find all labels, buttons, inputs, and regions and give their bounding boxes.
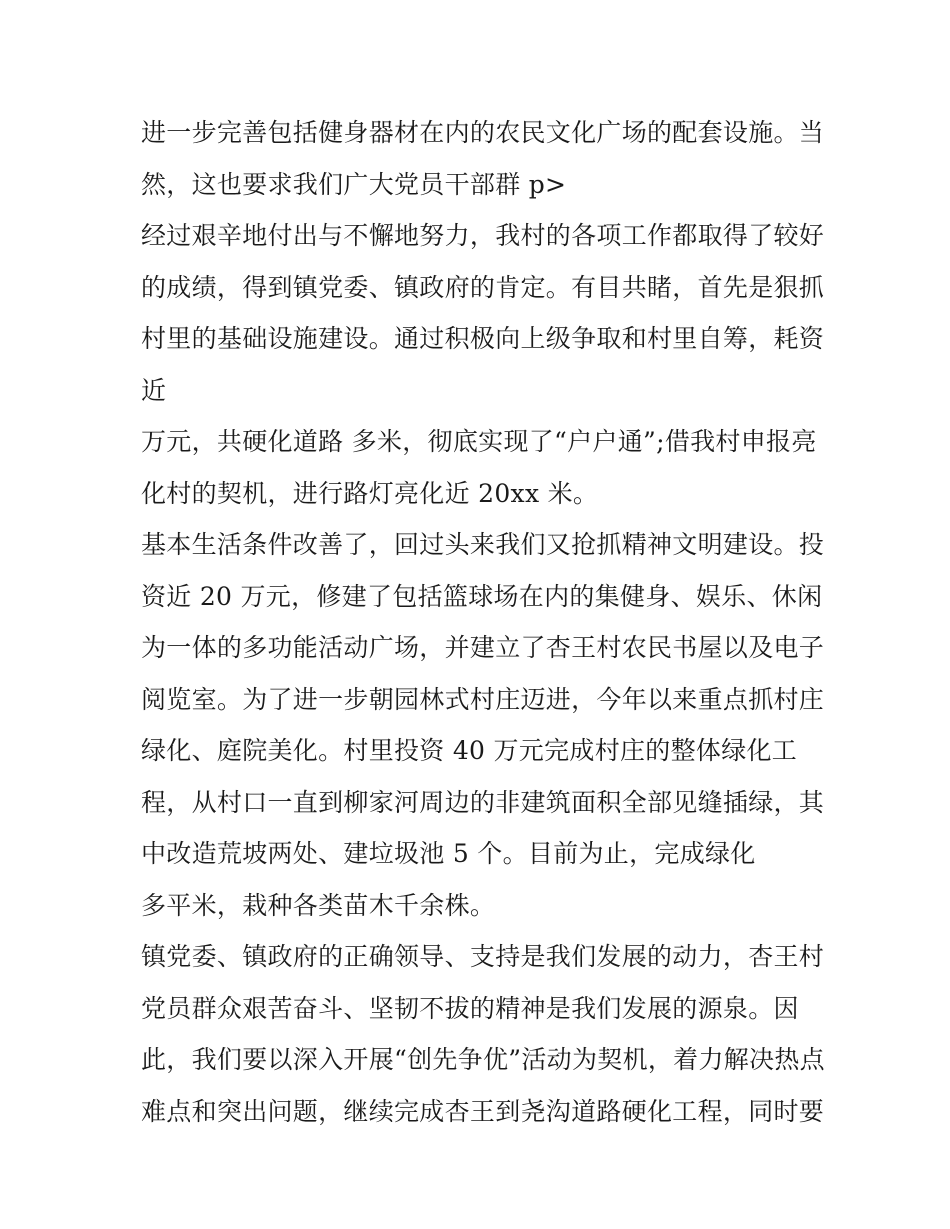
text-line: 基本生活条件改善了，回过头来我们又抢抓精神文明建设。投 (141, 530, 825, 559)
text-line: 此，我们要以深入开展“创先争优”活动为契机，着力解决热点 (141, 1045, 825, 1074)
text-line: 经过艰辛地付出与不懈地努力，我村的各项工作都取得了较好 (141, 221, 825, 250)
text-line: 万元，共硬化道路 多米，彻底实现了“户户通”;借我村申报亮 (141, 427, 817, 456)
text-line: 党员群众艰苦奋斗、坚韧不拔的精神是我们发展的源泉。因 (141, 993, 799, 1023)
text-line: 进一步完善包括健身器材在内的农民文化广场的配套设施。当 (141, 118, 825, 147)
text-line: 然，这也要求我们广大党员干部群 p> (141, 169, 567, 199)
body-text (141, 107, 825, 1137)
text-line: 近 (141, 375, 167, 405)
text-line: 的成绩，得到镇党委、镇政府的肯定。有目共睹，首先是狠抓 (141, 272, 825, 302)
text-line: 程，从村口一直到柳家河周边的非建筑面积全部见缝插绿，其 (141, 787, 825, 817)
text-line: 难点和突出问题，继续完成杏王到尧沟道路硬化工程，同时要 (141, 1096, 825, 1126)
text-line: 村里的基础设施建设。通过积极向上级争取和村里自筹，耗资 (141, 324, 825, 353)
text-line: 化村的契机，进行路灯亮化近 20xx 米。 (141, 478, 599, 508)
text-line: 多平米，栽种各类苗木千余株。 (141, 890, 496, 920)
text-line: 为一体的多功能活动广场，并建立了杏王村农民书屋以及电子 (141, 633, 825, 662)
text-line: 中改造荒坡两处、建垃圾池 5 个。目前为止，完成绿化 (141, 839, 756, 868)
text-line: 资近 20 万元，修建了包括篮球场在内的集健身、娱乐、休闲 (141, 581, 823, 611)
text-line: 镇党委、镇政府的正确领导、支持是我们发展的动力，杏王村 (141, 942, 825, 971)
text-line: 绿化、庭院美化。村里投资 40 万元完成村庄的整体绿化工 (141, 736, 798, 765)
text-line: 阅览室。为了进一步朝园林式村庄迈进，今年以来重点抓村庄 (141, 684, 825, 714)
